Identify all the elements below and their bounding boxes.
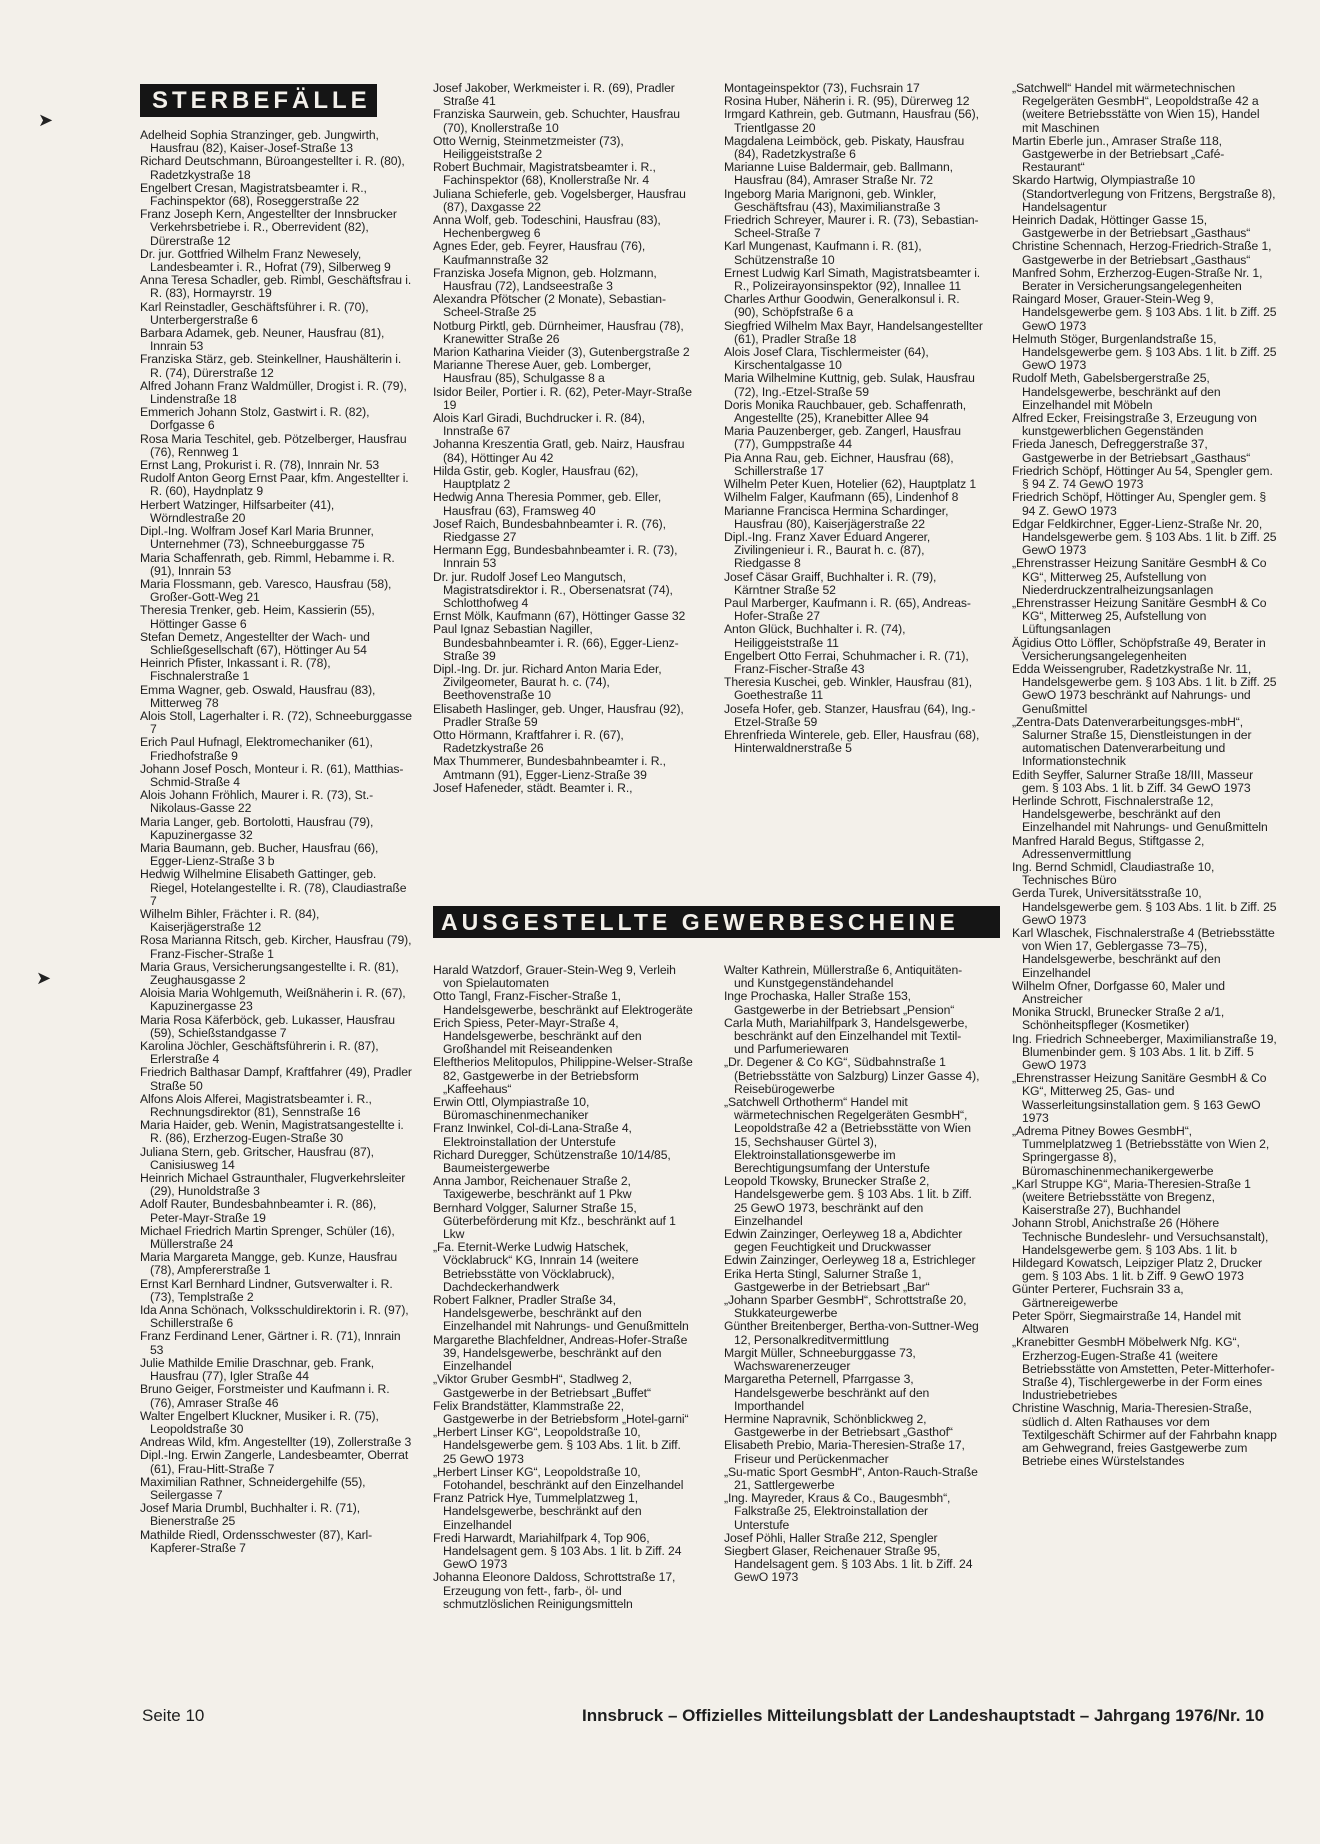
list-item: Elisabeth Haslinger, geb. Unger, Hausfrau (92), Pradler Straße 59 <box>433 701 684 729</box>
list-item: Marianne Francisca Hermina Schardinger, Hausfrau (80), Kaiserjägerstraße 22 <box>724 503 949 531</box>
list-item: Otto Wernig, Steinmetzmeister (73), Heiliggeiststraße 2 <box>433 133 624 162</box>
list-item: Manfred Sohm, Erzherzog-Eugen-Straße Nr. 1, Berater in Versicherungsangelegenheiten <box>1012 265 1263 294</box>
list-item: Rosa Marianna Ritsch, geb. Kircher, Hausfrau (79), Franz-Fischer-Straße 1 <box>140 933 412 961</box>
list-item: Josef Raich, Bundesbahnbeamter i. R. (76), Riedgasse 27 <box>433 516 666 544</box>
list-item: Erich Paul Hufnagl, Elektromechaniker (61), Friedhofstraße 9 <box>140 735 373 763</box>
list-item: Maria Rosa Käferböck, geb. Lukasser, Hausfrau (59), Schießstandgasse 7 <box>140 1012 395 1040</box>
list-item: Richard Duregger, Schützenstraße 10/14/85, Baumeistergewerbe <box>433 1147 671 1176</box>
list-item: Adelheid Sophia Stranzinger, geb. Jungwirth, Hausfrau (82), Kaiser-Josef-Straße 13 <box>140 128 379 156</box>
list-item: Engelbert Otto Ferrai, Schuhmacher i. R. (71), Franz-Fischer-Straße 43 <box>724 648 969 676</box>
list-item: Friedrich Schöpf, Höttinger Au, Spengler gem. § 94 Z. GewO 1973 <box>1012 490 1267 518</box>
permits-heading: AUSGESTELLTE GEWERBESCHEINE <box>433 906 1000 938</box>
list-item: Herbert Watzinger, Hilfsarbeiter (41), Wörndlestraße 20 <box>140 497 335 525</box>
list-item: Hermine Napravnik, Schönblickweg 2, Gastgewerbe in der Betriebsart „Gasthof“ <box>724 1411 953 1440</box>
list-item: Margarethe Blachfeldner, Andreas-Hofer-Straße 39, Handelsgewerbe, beschränkt auf den Einzelhandel <box>433 1332 688 1374</box>
list-item: Alfred Ecker, Freisingstraße 3, Erzeugung von kunstgewerblichen Gegenständen <box>1012 411 1257 439</box>
list-item: Ida Anna Schönach, Volksschuldirektorin i. R. (97), Schillerstraße 6 <box>140 1303 409 1331</box>
column-deaths-2 <box>433 82 694 872</box>
list-item: Maria Langer, geb. Bortolotti, Hausfrau (79), Kapuzinergasse 32 <box>140 814 374 842</box>
list-item: Juliana Stern, geb. Gritscher, Hausfrau (87), Canisiusweg 14 <box>140 1144 374 1172</box>
list-item: Günther Breitenberger, Bertha-von-Suttner-Weg 12, Personalkreditvermittlung <box>724 1319 979 1347</box>
list-item: „Ehrenstrasser Heizung Sanitäre GesmbH & Co KG“, Mitterweg 25, Gas- und Wasserleitungsinstallation gem. § 163 GewO 1973 <box>1012 1071 1267 1125</box>
list-item: „Dr. Degener & Co KG“, Südbahnstraße 1 (Betriebsstätte von Salzburg) Linzer Gasse 4), Reisebürogewerbe <box>724 1055 980 1096</box>
list-item: Ernst Mölk, Kaufmann (67), Höttinger Gasse 32 <box>433 609 686 624</box>
list-item: Rosa Maria Teschitel, geb. Pötzelberger, Hausfrau (76), Rennweg 1 <box>140 431 407 459</box>
entries-col2 <box>433 82 694 795</box>
list-item: Margit Müller, Schneeburggasse 73, Wachswarenerzeuger <box>724 1345 916 1374</box>
list-item: Maria Margareta Mangge, geb. Kunze, Hausfrau (78), Ampfererstraße 1 <box>140 1250 398 1278</box>
list-item: Wilhelm Ofner, Dorfgasse 60, Maler und Anstreicher <box>1012 978 1225 1007</box>
list-item: Christine Waschnig, Maria-Theresien-Straße, südlich d. Alten Rathauses vor dem Textilgeschäft Schirmer auf der Fahrbahn knapp am Gehwegrand, freies Gastgewerbe zum Betriebe eines Würstelstandes <box>1012 1401 1277 1469</box>
list-item: Richard Deutschmann, Büroangestellter i. R. (80), Radetzkystraße 18 <box>140 154 405 182</box>
list-item: Margaretha Peternell, Pfarrgasse 3, Handelsgewerbe beschränkt auf den Importhandel <box>724 1372 930 1413</box>
list-item: Josef Maria Drumbl, Buchhalter i. R. (71), Bienerstraße 25 <box>140 1501 360 1529</box>
list-item: Erich Spiess, Peter-Mayr-Straße 4, Handelsgewerbe, beschränkt auf den Großhandel mit Reiseandenken <box>433 1015 642 1057</box>
list-item: Franz Inwinkel, Col-di-Lana-Straße 4, Elektroinstallation der Unterstufe <box>433 1121 632 1149</box>
list-item: Alois Karl Giradi, Buchdrucker i. R. (84), Innstraße 67 <box>433 411 645 439</box>
list-item: Ehrenfrieda Winterele, geb. Eller, Hausfrau (68), Hinterwaldnerstraße 5 <box>724 727 980 756</box>
list-item: „Herbert Linser KG“, Leopoldstraße 10, Handelsgewerbe gem. § 103 Abs. 1 lit. b Ziff. 25 GewO 1973 <box>433 1425 681 1466</box>
page-number: Seite 10 <box>142 1706 205 1725</box>
list-item: Eleftherios Melitopulos, Philippine-Welser-Straße 82, Gastgewerbe in der Betriebsform „Kaffeehaus“ <box>433 1055 693 1096</box>
list-item: Otto Tangl, Franz-Fischer-Straße 1, Handelsgewerbe, beschränkt auf Elektrogeräte <box>433 989 693 1017</box>
column-permits-1 <box>433 964 694 1684</box>
list-item: Erika Herta Stingl, Salurner Straße 1, Gastgewerbe in der Betriebsart „Bar“ <box>724 1266 930 1294</box>
list-item: „Ing. Mayreder, Kraus & Co., Baugesmbh“, Falkstraße 25, Elektroinstallation der Unterstufe <box>724 1491 951 1532</box>
list-item: Helmuth Stöger, Burgenlandstraße 15, Handelsgewerbe gem. § 103 Abs. 1 lit. b Ziff. 25 GewO 1973 <box>1012 331 1277 373</box>
list-item: Ing. Friedrich Schneeberger, Maximilianstraße 19, Blumenbinder gem. § 103 Abs. 1 lit. b Ziff. 5 GewO 1973 <box>1012 1031 1277 1073</box>
list-item: Edgar Feldkirchner, Egger-Lienz-Straße Nr. 20, Handelsgewerbe gem. § 103 Abs. 1 lit. b Ziff. 25 GewO 1973 <box>1012 516 1277 558</box>
list-item: Maria Schaffenrath, geb. Rimml, Hebamme i. R. (91), Innrain 53 <box>140 550 395 578</box>
list-item: Manfred Harald Begus, Stiftgasse 2, Adressenvermittlung <box>1012 833 1205 861</box>
list-item: Wilhelm Peter Kuen, Hotelier (62), Hauptplatz 1 <box>724 477 977 492</box>
list-item: Engelbert Cresan, Magistratsbeamter i. R., Fachinspektor (68), Roseggerstraße 22 <box>140 180 367 209</box>
list-item: Dipl.-Ing. Franz Xaver Eduard Angerer, Zivilingenieur i. R., Baurat h. c. (87), Riedgasse 8 <box>724 529 931 571</box>
list-item: „Satchwell Orthotherm“ Handel mit wärmetechnischen Regelgeräten GesmbH“, Leopoldstraße 42 a (Betriebsstätte von Wien 15, Sechshauser Gürtel 3), Elektroinstallationsgewerbe im Berechtigungsumfang der Unterstufe <box>724 1095 971 1176</box>
list-item: Anna Teresa Schadler, geb. Rimbl, Geschäftsfrau i. R. (83), Hormayrstr. 19 <box>140 273 412 301</box>
list-item: Johanna Eleonore Daldoss, Schrottstraße 17, Erzeugung von fett-, farb-, öl- und schmutzlöslichen Reinigungsmitteln <box>433 1570 676 1611</box>
list-item: Dr. jur. Rudolf Josef Leo Mangutsch, Magistratsdirektor i. R., Obersenatsrat (74), Schlotthofweg 4 <box>433 569 673 610</box>
list-item: Mathilde Riedl, Ordensschwester (87), Karl-Kapferer-Straße 7 <box>140 1527 373 1555</box>
list-item: „Viktor Gruber GesmbH“, Stadlweg 2, Gastgewerbe in der Betriebsart „Buffet“ <box>433 1372 651 1400</box>
list-item: Maria Baumann, geb. Bucher, Hausfrau (66), Egger-Lienz-Straße 3 b <box>140 840 379 869</box>
list-item: Josef Hafeneder, städt. Beamter i. R., <box>433 780 633 795</box>
entries-col1 <box>140 129 412 1555</box>
list-item: Siegfried Wilhelm Max Bayr, Handelsangestellter (61), Pradler Straße 18 <box>724 318 983 346</box>
list-item: Marianne Therese Auer, geb. Lomberger, Hausfrau (85), Schulgasse 8 a <box>433 358 652 386</box>
list-item: „Ehrenstrasser Heizung Sanitäre GesmbH & Co KG“, Mitterweg 25, Aufstellung von Lüftungsanlagen <box>1012 595 1267 637</box>
list-item: Isidor Beiler, Portier i. R. (62), Peter-Mayr-Straße 19 <box>433 384 692 412</box>
list-item: Anton Glück, Buchhalter i. R. (74), Heiliggeiststraße 11 <box>724 622 906 650</box>
list-item: Christine Schennach, Herzog-Friedrich-Straße 1, Gastgewerbe in der Betriebsart „Gasthaus“ <box>1012 239 1272 267</box>
list-item: Magdalena Leimböck, geb. Piskaty, Hausfrau (84), Radetzkystraße 6 <box>724 133 965 162</box>
list-item: Alfred Johann Franz Waldmüller, Drogist i. R. (79), Lindenstraße 18 <box>140 378 407 407</box>
list-item: Dipl.-Ing. Erwin Zangerle, Landesbeamter, Oberrat (61), Frau-Hitt-Straße 7 <box>140 1448 409 1476</box>
list-item: Friedrich Balthasar Dampf, Kraftfahrer (49), Pradler Straße 50 <box>140 1065 412 1093</box>
publication-line: Innsbruck – Offizielles Mitteilungsblatt der Landeshauptstadt – Jahrgang 1976/Nr. 10 <box>582 1706 1265 1725</box>
list-item: Maria Wilhelmine Kuttnig, geb. Sulak, Hausfrau (72), Ing.-Etzel-Straße 59 <box>724 371 975 399</box>
entries-col5 <box>433 964 694 1611</box>
list-item: Inge Prochaska, Haller Straße 153, Gastgewerbe in der Betriebsart „Pension“ <box>724 989 955 1017</box>
list-item: Agnes Eder, geb. Feyrer, Hausfrau (76), Kaufmannstraße 32 <box>433 239 646 267</box>
list-item: Franz Patrick Hye, Tummelplatzweg 1, Handelsgewerbe, beschränkt auf den Einzelhandel <box>433 1491 642 1532</box>
list-item: „Fa. Eternit-Werke Ludwig Hatschek, Vöcklabruck“ KG, Innrain 14 (weitere Betriebsstätte von Vöcklabruck), Dachdeckerhandwerk <box>433 1240 639 1294</box>
column-permits-3 <box>1012 82 1278 1684</box>
list-item: Walter Engelbert Kluckner, Musiker i. R. (75), Leopoldstraße 30 <box>140 1408 379 1436</box>
list-item: Heinrich Michael Gstraunthaler, Flugverkehrsleiter (29), Hunoldstraße 3 <box>140 1171 406 1199</box>
list-item: Montageinspektor (73), Fuchsrain 17 <box>724 82 920 95</box>
margin-mark-icon: ➤ <box>36 968 52 988</box>
list-item: Martin Eberle jun., Amraser Straße 118, Gastgewerbe in der Betriebsart „Café-Restaurant“ <box>1012 133 1225 175</box>
entries-col3 <box>724 82 984 755</box>
list-item: Herlinde Schrott, Fischnalerstraße 12, Handelsgewerbe, beschränkt auf den Einzelhandel mit Nahrungs- und Genußmitteln <box>1012 793 1268 835</box>
list-item: Robert Falkner, Pradler Straße 34, Handelsgewerbe, beschränkt auf den Einzelhandel mit Nahrungs- und Genußmitteln <box>433 1293 689 1334</box>
list-item: Dr. jur. Gottfried Wilhelm Franz Newesely, Landesbeamter i. R., Hofrat (79), Silberweg 9 <box>140 246 391 275</box>
list-item: Edith Seyffer, Salurner Straße 18/III, Masseur gem. § 103 Abs. 1 lit. b Ziff. 34 GewO 1973 <box>1012 767 1254 795</box>
list-item: Doris Monika Rauchbauer, geb. Schaffenrath, Angestellte (25), Kranebitter Allee 94 <box>724 397 967 426</box>
list-item: „Kranebitter GesmbH Möbelwerk Nfg. KG“, Erzherzog-Eugen-Straße 41 (weitere Betriebsstätte von Amstetten, Peter-Mitterhofer-Straße 4), Tischlergewerbe in der Form eines Industriebetriebes <box>1012 1335 1275 1403</box>
list-item: Juliana Schieferle, geb. Vogelsberger, Hausfrau (87), Daxgasse 22 <box>433 186 686 214</box>
list-item: Josef Jakober, Werkmeister i. R. (69), Pradler Straße 41 <box>433 82 675 109</box>
column-deaths-1 <box>140 84 412 1684</box>
list-item: Karl Reinstadler, Geschäftsführer i. R. (70), Unterbergerstraße 6 <box>140 299 369 327</box>
list-item: Julie Mathilde Emilie Draschnar, geb. Frank, Hausfrau (77), Igler Straße 44 <box>140 1355 375 1384</box>
list-item: „Su-matic Sport GesmbH“, Anton-Rauch-Straße 21, Sattlergewerbe <box>724 1464 978 1492</box>
list-item: „Zentra-Dats Datenverarbeitungsges-mbH“, Salurner Straße 15, Dienstleistungen in der automatischen Datenverarbeitung und Informationstechnik <box>1012 714 1252 769</box>
list-item: Notburg Pirktl, geb. Dürnheimer, Hausfrau (78), Kranewitter Straße 26 <box>433 318 684 346</box>
column-permits-2 <box>724 964 984 1684</box>
list-item: Franziska Josefa Mignon, geb. Holzmann, Hausfrau (72), Landseestraße 3 <box>433 265 657 294</box>
list-item: Hedwig Wilhelmine Elisabeth Gattinger, geb. Riegel, Hotelangestellte i. R. (78), Claudiastraße 7 <box>140 867 407 908</box>
list-item: Maria Haider, geb. Wenin, Magistratsangestellte i. R. (86), Erzherzog-Eugen-Straße 30 <box>140 1118 404 1146</box>
list-item: Siegbert Glaser, Reichenauer Straße 95, Handelsagent gem. § 103 Abs. 1 lit. b Ziff. 24 GewO 1973 <box>724 1543 973 1585</box>
list-item: Felix Brandstätter, Klammstraße 22, Gastgewerbe in der Betriebsform „Hotel-garni“ <box>433 1398 689 1426</box>
list-item: Franz Ferdinand Lener, Gärtner i. R. (71), Innrain 53 <box>140 1329 401 1357</box>
list-item: Emma Wagner, geb. Oswald, Hausfrau (83), Mitterweg 78 <box>140 682 376 710</box>
list-item: Franziska Stärz, geb. Steinkellner, Haushälterin i. R. (74), Dürerstraße 12 <box>140 352 402 380</box>
list-item: Hildegard Kowatsch, Leipziger Platz 2, Drucker gem. § 103 Abs. 1 lit. b Ziff. 9 GewO 1973 <box>1012 1256 1263 1284</box>
list-item: Raingard Moser, Grauer-Stein-Weg 9, Handelsgewerbe gem. § 103 Abs. 1 lit. b Ziff. 25 GewO 1973 <box>1012 292 1277 333</box>
entries-col4 <box>1012 82 1278 1468</box>
list-item: Aloisia Maria Wohlgemuth, Weißnäherin i. R. (67), Kapuzinergasse 23 <box>140 986 406 1014</box>
list-item: Karl Mungenast, Kaufmann i. R. (81), Schützenstraße 10 <box>724 239 922 267</box>
list-item: Paul Marberger, Kaufmann i. R. (65), Andreas-Hofer-Straße 27 <box>724 595 971 624</box>
list-item: Alois Josef Clara, Tischlermeister (64), Kirschentalgasse 10 <box>724 345 929 373</box>
list-item: Walter Kathrein, Müllerstraße 6, Antiquitäten- und Kunstgegenständehandel <box>724 964 963 991</box>
list-item: „Satchwell“ Handel mit wärmetechnischen Regelgeräten GesmbH“, Leopoldstraße 42 a (weitere Betriebsstätte von Wien 15), Handel mit Maschinen <box>1012 82 1260 135</box>
entries-col6 <box>724 964 984 1585</box>
list-item: Maria Graus, Versicherungsangestellte i. R. (81), Zeughausgasse 2 <box>140 959 399 987</box>
list-item: Michael Friedrich Martin Sprenger, Schüler (16), Müllerstraße 24 <box>140 1223 395 1252</box>
list-item: Peter Spörr, Siegmairstraße 14, Handel mit Altwaren <box>1012 1308 1241 1337</box>
list-item: Maximilian Rathner, Schneidergehilfe (55), Seilergasse 7 <box>140 1474 366 1502</box>
list-item: Emmerich Johann Stolz, Gastwirt i. R. (82), Dorfgasse 6 <box>140 405 370 433</box>
list-item: Carla Muth, Mariahilfpark 3, Handelsgewerbe, beschränkt auf den Einzelhandel mit Textil- und Parfumeriewaren <box>724 1015 968 1057</box>
list-item: Fredi Harwardt, Mariahilfpark 4, Top 906, Handelsagent gem. § 103 Abs. 1 lit. b Ziff. 24 GewO 1973 <box>433 1530 682 1572</box>
list-item: Franziska Saurwein, geb. Schuchter, Hausfrau (70), Knollerstraße 10 <box>433 107 680 135</box>
list-item: Heinrich Pfister, Inkassant i. R. (78), Fischnalerstraße 1 <box>140 656 331 684</box>
list-item: Friedrich Schöpf, Höttinger Au 54, Spengler gem. § 94 Z. 74 GewO 1973 <box>1012 463 1273 492</box>
column-deaths-3 <box>724 82 984 872</box>
list-item: Dipl.-Ing. Dr. jur. Richard Anton Maria Eder, Zivilgeometer, Baurat h. c. (74), Beethovenstraße 10 <box>433 661 662 703</box>
list-item: Charles Arthur Goodwin, Generalkonsul i. R. (90), Schöpfstraße 6 a <box>724 292 960 320</box>
deaths-heading: STERBEFÄLLE <box>140 84 377 117</box>
list-item: Johann Strobl, Anichstraße 26 (Höhere Technische Bundeslehr- und Versuchsanstalt), Handelsgewerbe gem. § 103 Abs. 1 lit. b <box>1012 1216 1269 1257</box>
list-item: Dipl.-Ing. Wolfram Josef Karl Maria Brunner, Unternehmer (73), Schneeburggasse 75 <box>140 524 374 552</box>
list-item: Adolf Rauter, Bundesbahnbeamter i. R. (86), Peter-Mayr-Straße 19 <box>140 1197 377 1225</box>
list-item: Marion Katharina Vieider (3), Gutenbergstraße 2 <box>433 345 690 360</box>
list-item: Skardo Hartwig, Olympiastraße 10 (Standortverlegung von Fritzens, Bergstraße 8), Handelsagentur <box>1012 173 1276 214</box>
list-item: Günter Perterer, Fuchsrain 33 a, Gärtnereigewerbe <box>1012 1282 1184 1310</box>
list-item: Frieda Janesch, Defreggerstraße 37, Gastgewerbe in der Betriebsart „Gasthaus“ <box>1012 437 1251 465</box>
list-item: Rudolf Anton Georg Ernst Paar, kfm. Angestellter i. R. (60), Haydnplatz 9 <box>140 471 409 499</box>
list-item: Monika Struckl, Brunecker Straße 2 a/1, Schönheitspfleger (Kosmetiker) <box>1012 1005 1225 1033</box>
list-item: Elisabeth Prebio, Maria-Theresien-Straße 17, Friseur und Perückenmacher <box>724 1438 965 1466</box>
list-item: Ernst Karl Bernhard Lindner, Gutsverwalter i. R. (73), Templstraße 2 <box>140 1276 393 1304</box>
list-item: Alfons Alois Alferei, Magistratsbeamter i. R., Rechnungsdirektor (81), Sennstraße 16 <box>140 1091 372 1120</box>
list-item: Alexandra Pfötscher (2 Monate), Sebastian-Scheel-Straße 25 <box>433 292 666 320</box>
list-item: Bernhard Volgger, Salurner Straße 15, Güterbeförderung mit Kfz., beschränkt auf 1 Lkw <box>433 1200 676 1242</box>
list-item: Maria Flossmann, geb. Varesco, Hausfrau (58), Großer-Gott-Weg 21 <box>140 576 392 605</box>
list-item: „Karl Struppe KG“, Maria-Theresien-Straße 1 (weitere Betriebsstätte von Bregenz, Kaiserstraße 27), Buchhandel <box>1012 1176 1251 1218</box>
list-item: Johanna Kreszentia Gratl, geb. Nairz, Hausfrau (84), Höttinger Au 42 <box>433 437 685 465</box>
list-item: Wilhelm Falger, Kaufmann (65), Lindenhof 8 <box>724 490 959 505</box>
list-item: „Ehrenstrasser Heizung Sanitäre GesmbH & Co KG“, Mitterweg 25, Aufstellung von Niederdruckzentralheizungsanlagen <box>1012 556 1267 597</box>
list-item: Wilhelm Bihler, Frächter i. R. (84), Kaiserjägerstraße 12 <box>140 906 320 935</box>
list-item: Johann Josef Posch, Monteur i. R. (61), Matthias-Schmid-Straße 4 <box>140 761 404 789</box>
list-item: Alois Johann Fröhlich, Maurer i. R. (73), St.-Nikolaus-Gasse 22 <box>140 788 374 816</box>
list-item: Franz Joseph Kern, Angestellter der Innsbrucker Verkehrsbetriebe i. R., Oberrevident (82), Dürerstraße 12 <box>140 207 397 248</box>
list-item: Maria Pauzenberger, geb. Zangerl, Hausfrau (77), Gumppstraße 44 <box>724 424 961 452</box>
list-item: Andreas Wild, kfm. Angestellter (19), Zollerstraße 3 <box>140 1435 412 1450</box>
list-item: Anna Wolf, geb. Todeschini, Hausfrau (83), Hechenbergweg 6 <box>433 213 661 241</box>
list-item: Ingeborg Maria Marignoni, geb. Winkler, Geschäftsfrau (43), Maximilianstraße 3 <box>724 186 941 214</box>
list-item: Anna Jambor, Reichenauer Straße 2, Taxigewerbe, beschränkt auf 1 Pkw <box>433 1174 632 1202</box>
list-item: Edwin Zainzinger, Oerleyweg 18 a, Abdichter gegen Feuchtigkeit und Druckwasser <box>724 1227 963 1255</box>
list-item: Edwin Zainzinger, Oerleyweg 18 a, Estrichleger <box>724 1253 976 1268</box>
list-item: Pia Anna Rau, geb. Eichner, Hausfrau (68), Schillerstraße 17 <box>724 450 954 478</box>
list-item: Josefa Hofer, geb. Stanzer, Hausfrau (64), Ing.-Etzel-Straße 59 <box>724 701 976 729</box>
list-item: „Johann Sparber GesmbH“, Schrottstraße 20, Stukkateurgewerbe <box>724 1293 967 1321</box>
list-item: Marianne Luise Baldermair, geb. Ballmann, Hausfrau (84), Amraser Straße Nr. 72 <box>724 160 953 188</box>
list-item: Irmgard Kathrein, geb. Gutmann, Hausfrau (56), Trientlgasse 20 <box>724 107 979 135</box>
list-item: Hedwig Anna Theresia Pommer, geb. Eller, Hausfrau (63), Framsweg 40 <box>433 490 662 518</box>
list-item: Rosina Huber, Näherin i. R. (95), Dürerweg 12 <box>724 94 970 109</box>
list-item: Theresia Trenker, geb. Heim, Kassierin (55), Höttinger Gasse 6 <box>140 603 375 631</box>
list-item: Ing. Bernd Schmidl, Claudiastraße 10, Technisches Büro <box>1012 859 1215 888</box>
list-item: Heinrich Dadak, Höttinger Gasse 15, Gastgewerbe in der Betriebsart „Gasthaus“ <box>1012 213 1251 241</box>
list-item: Edda Weissengruber, Radetzkystraße Nr. 11, Handelsgewerbe gem. § 103 Abs. 1 lit. b Ziff. 25 GewO 1973 beschränkt auf Nahrungs- und Genußmittel <box>1012 661 1277 716</box>
list-item: Ägidius Otto Löffler, Schöpfstraße 49, Berater in Versicherungsangelegenheiten <box>1012 635 1266 663</box>
list-item: „Adrema Pitney Bowes GesmbH“, Tummelplatzweg 1 (Betriebsstätte von Wien 2, Springergasse 8), Büromaschinenmechanikergewerbe <box>1012 1124 1270 1178</box>
list-item: Harald Watzdorf, Grauer-Stein-Weg 9, Verleih von Spielautomaten <box>433 964 676 991</box>
list-item: Erwin Ottl, Olympiastraße 10, Büromaschinenmechaniker <box>433 1095 590 1123</box>
list-item: Theresia Kuschei, geb. Winkler, Hausfrau (81), Goethestraße 11 <box>724 675 973 703</box>
list-item: Stefan Demetz, Angestellter der Wach- und Schließgesellschaft (67), Höttinger Au 54 <box>140 629 370 657</box>
list-item: Robert Buchmair, Magistratsbeamter i. R., Fachinspektor (68), Knollerstraße Nr. 4 <box>433 160 656 188</box>
list-item: Josef Cäsar Graiff, Buchhalter i. R. (79), Kärntner Straße 52 <box>724 569 937 597</box>
list-item: Josef Pöhli, Haller Straße 212, Spengler <box>724 1530 938 1545</box>
list-item: Paul Ignaz Sebastian Nagiller, Bundesbahnbeamter i. R. (66), Egger-Lienz-Straße 39 <box>433 622 679 663</box>
list-item: Leopold Tkowsky, Brunecker Straße 2, Handelsgewerbe gem. § 103 Abs. 1 lit. b Ziff. 25 GewO 1973, beschränkt auf den Einzelhandel <box>724 1174 972 1228</box>
list-item: „Herbert Linser KG“, Leopoldstraße 10, Fotohandel, beschränkt auf den Einzelhandel <box>433 1464 684 1492</box>
list-item: Gerda Turek, Universitätsstraße 10, Handelsgewerbe gem. § 103 Abs. 1 lit. b Ziff. 25 GewO 1973 <box>1012 886 1277 927</box>
list-item: Rudolf Meth, Gabelsbergerstraße 25, Handelsgewerbe, beschränkt auf den Einzelhandel mit Möbeln <box>1012 371 1221 412</box>
margin-mark-icon: ➤ <box>38 110 54 130</box>
list-item: Friedrich Schreyer, Maurer i. R. (73), Sebastian-Scheel-Straße 7 <box>724 213 979 241</box>
list-item: Ernst Lang, Prokurist i. R. (78), Innrain Nr. 53 <box>140 458 380 473</box>
list-item: Hermann Egg, Bundesbahnbeamter i. R. (73), Innrain 53 <box>433 543 678 571</box>
list-item: Ernest Ludwig Karl Simath, Magistratsbeamter i. R., Polizeirayonsinspektor (92), Innallee 11 <box>724 265 981 294</box>
list-item: Max Thummerer, Bundesbahnbeamter i. R., Amtmann (91), Egger-Lienz-Straße 39 <box>433 754 666 782</box>
list-item: Barbara Adamek, geb. Neuner, Hausfrau (81), Innrain 53 <box>140 326 385 354</box>
list-item: Bruno Geiger, Forstmeister und Kaufmann i. R. (76), Amraser Straße 46 <box>140 1382 390 1410</box>
list-item: Karolina Jöchler, Geschäftsführerin i. R. (87), Erlerstraße 4 <box>140 1039 379 1067</box>
list-item: Alois Stoll, Lagerhalter i. R. (72), Schneeburggasse 7 <box>140 708 412 737</box>
list-item: Otto Hörmann, Kraftfahrer i. R. (67), Radetzkystraße 26 <box>433 727 624 756</box>
list-item: Hilda Gstir, geb. Kogler, Hausfrau (62), Hauptplatz 2 <box>433 463 639 492</box>
list-item: Karl Wlaschek, Fischnalerstraße 4 (Betriebsstätte von Wien 17, Geblergasse 73–75), Handelsgewerbe, beschränkt auf den Einzelhandel <box>1012 926 1275 980</box>
